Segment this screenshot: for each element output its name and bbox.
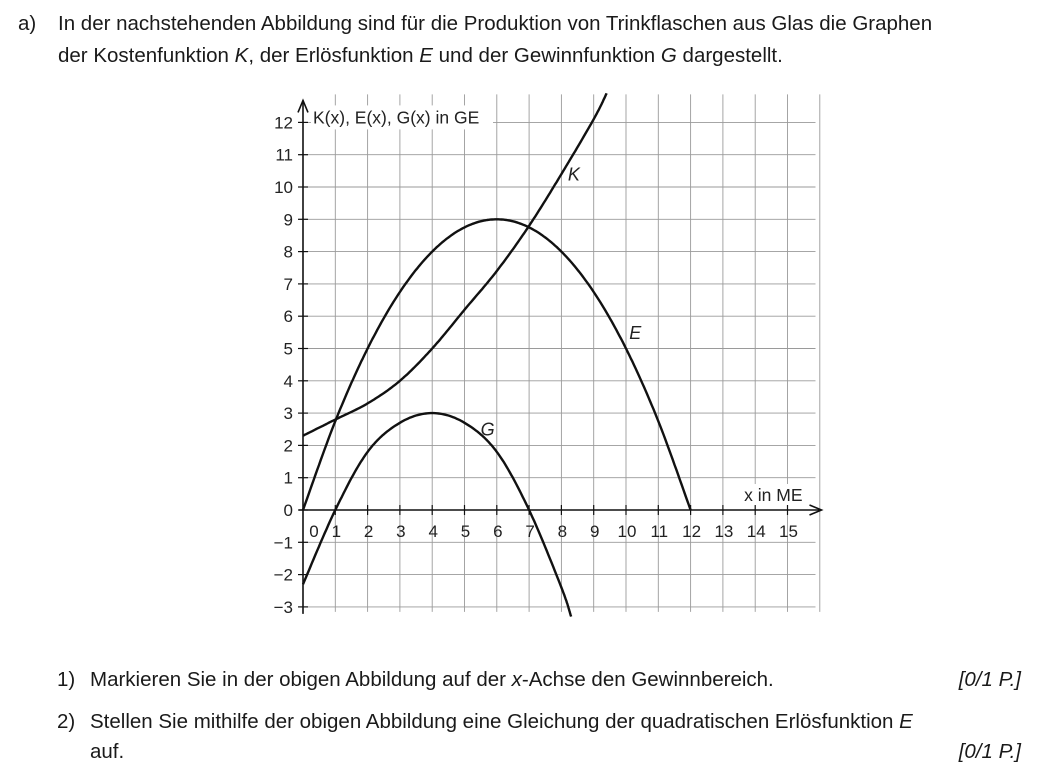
ticks: [274, 113, 798, 617]
x-tick-label: 8: [557, 522, 568, 541]
intro-text: , der Erlösfunktion: [248, 44, 420, 67]
x-tick-label: 5: [460, 522, 471, 541]
y-tick-label: 0: [283, 501, 293, 520]
intro-line-1: In der nachstehenden Abbildung sind für die Produktion von Trinkflaschen aus Glas die Graphen: [58, 12, 933, 35]
x-axis-label: x in ME: [744, 485, 803, 505]
task-text-part: Markieren Sie in der obigen Abbildung auf der: [90, 668, 512, 691]
x-tick-label: 13: [714, 522, 734, 541]
y-tick-label: 9: [283, 210, 293, 230]
y-tick-label: 5: [283, 339, 293, 359]
task-number: 2): [57, 710, 76, 733]
symbol-G: G: [660, 44, 677, 67]
task-2: [0, 706, 1040, 770]
points-badge: [0/1 P.]: [958, 740, 1021, 763]
curve-label-G: G: [480, 419, 495, 440]
x-tick-label: 10: [617, 522, 637, 541]
y-tick-label: −2: [273, 565, 293, 585]
points-badge: [0/1 P.]: [958, 668, 1021, 691]
x-tick-label: 11: [650, 522, 669, 541]
intro-text: dargestellt.: [676, 44, 783, 67]
intro-text: und der Gewinnfunktion: [432, 44, 661, 67]
y-tick-label: −3: [273, 597, 293, 617]
y-tick-label: 1: [283, 468, 293, 488]
symbol-K: K: [234, 44, 249, 67]
y-tick-label: 3: [283, 404, 293, 424]
curve-G: [303, 413, 571, 616]
x-tick-label: 12: [682, 522, 702, 541]
x-tick-label: 14: [746, 522, 766, 541]
y-tick-label: 6: [283, 307, 293, 327]
symbol-E: E: [899, 710, 913, 733]
x-tick-label: 2: [363, 522, 374, 541]
y-tick-label: −1: [273, 533, 293, 553]
y-tick-label: 7: [283, 274, 293, 294]
x-tick-label: 6: [493, 522, 503, 541]
symbol-x: x: [511, 668, 522, 691]
task-text: [90, 706, 913, 738]
x-tick-label: 0: [309, 522, 319, 541]
x-tick-label: 9: [589, 522, 600, 541]
symbol-E: E: [419, 44, 433, 67]
y-tick-label: 12: [274, 113, 293, 133]
curve-label-E: E: [629, 322, 642, 343]
task-text-line2: auf.: [90, 740, 125, 763]
part-label: a): [18, 12, 37, 35]
task-text-part: -Achse den Gewinnbereich.: [521, 668, 774, 691]
y-tick-label: 8: [283, 242, 293, 262]
intro-text: der Kostenfunktion: [58, 44, 235, 67]
x-tick-label: 1: [331, 522, 342, 541]
y-tick-label: 2: [283, 436, 293, 456]
y-tick-label: 11: [275, 145, 293, 165]
task-number: 1): [57, 668, 76, 691]
y-axis-label: K(x), E(x), G(x) in GE: [313, 107, 480, 128]
y-tick-label: 4: [283, 371, 293, 391]
x-tick-label: 4: [428, 522, 438, 541]
x-tick-label: 15: [779, 522, 798, 541]
task-1: [0, 664, 1040, 696]
task-text-part: Stellen Sie mithilfe der obigen Abbildung eine Gleichung der quadratischen Erlösfunktion: [90, 710, 900, 733]
x-tick-label: 3: [396, 522, 406, 541]
curve-label-K: K: [567, 164, 580, 185]
y-tick-label: 10: [274, 178, 293, 197]
x-tick-label: 7: [525, 522, 535, 541]
task-text: [90, 664, 774, 696]
